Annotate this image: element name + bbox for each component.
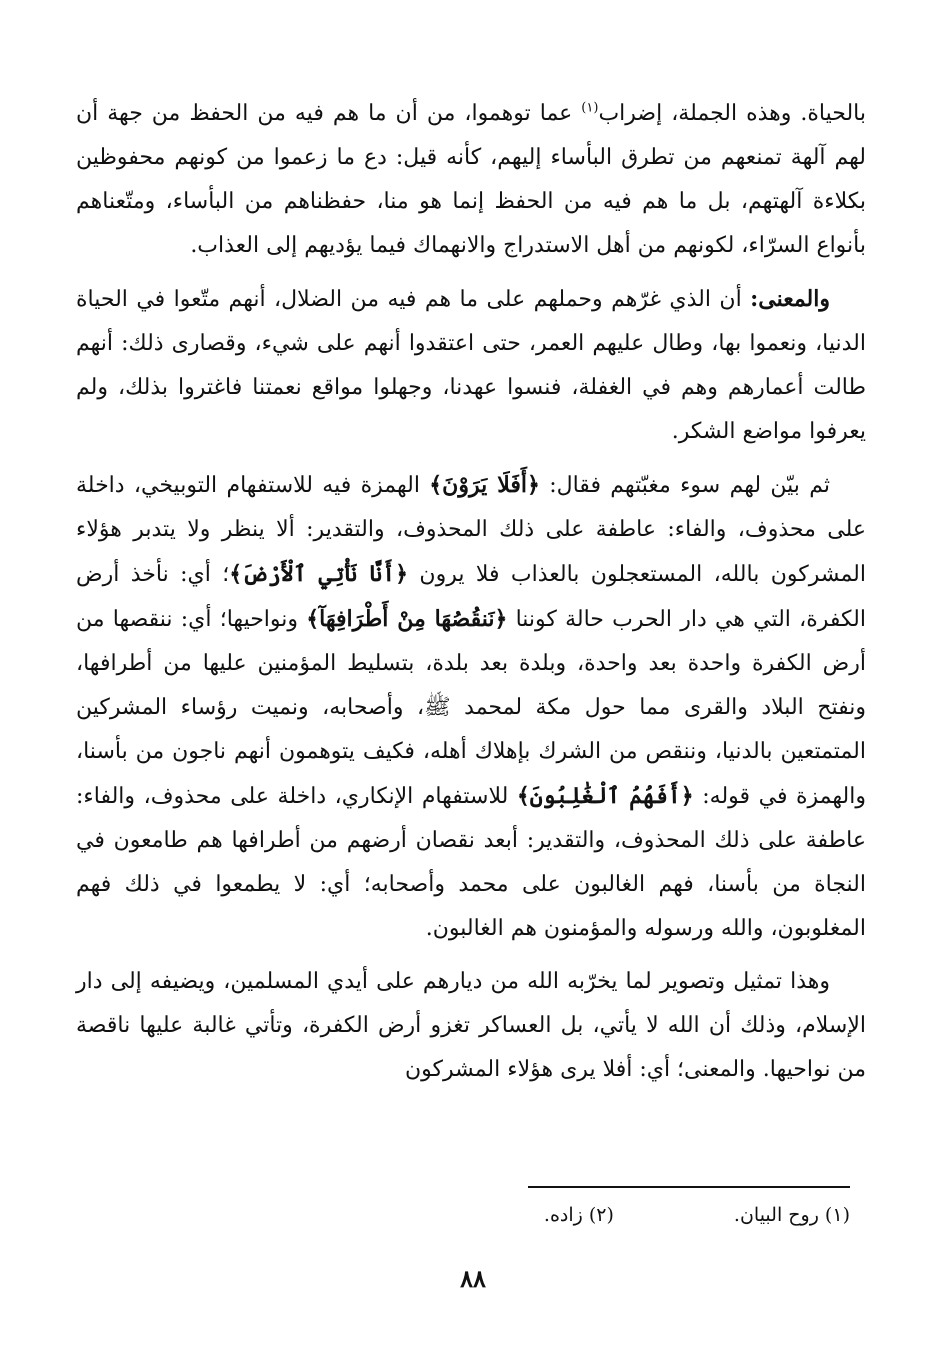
paragraph-2: [76, 277, 866, 454]
quran-quote-2: ﴿أَنَّا نَأْتِي ٱلْأَرْضَ﴾: [229, 561, 409, 587]
body-text: [76, 92, 866, 1101]
page-number: ٨٨: [460, 1264, 486, 1293]
quran-quote-4: ﴿أَفَهُمُ ٱلْغَٰلِبُونَ﴾: [516, 783, 694, 809]
paragraph-1-text-b: عما توهموا، من أن ما هم فيه من الحفظ من جهة أن لهم آلهة تمنعهم من تطرق البأساء إليهم، كأنه قيل: دع ما زعموا من كونهم محفوظين بكلاءة آلهتهم، بل ما هم فيه من الحفظ إنما هو منا، حفظناهم من البأساء، ومتّعناهم بأنواع السرّاء، لكونهم من أهل الاستدراج والانهماك فيما يؤديهم إلى العذاب.: [76, 101, 866, 258]
paragraph-3-text-3: ؛ أي: نأخذ أرض الكفرة، التي هي دار الحرب حالة كوننا: [76, 562, 866, 632]
footnote-reference: (١): [581, 100, 599, 116]
quran-quote-3: ﴿نَنقُصُهَا مِنْ أَطْرَافِهَآ﴾: [306, 606, 508, 632]
paragraph-4-text: وهذا تمثيل وتصوير لما يخرّبه الله من ديارهم على أيدي المسلمين، ويضيفه إلى دار الإسلام، وذلك أن الله لا يأتي، بل العساكر تغزو أرض الكفرة، وتأتي غالبة عليها ناقصة من نواحيها. والمعنى؛ أي: أفلا يرى هؤلاء المشركون: [76, 969, 866, 1082]
paragraph-1: [76, 92, 866, 268]
footnote-divider: [528, 1186, 850, 1188]
paragraph-2-text: أن الذي غرّهم وحملهم على ما هم فيه من الضلال، أنهم متّعوا في الحياة الدنيا، ونعموا بها، وطال عليهم العمر، حتى اعتقدوا أنهم على شيء، وقصارى ذلك: أنهم طالت أعمارهم وهم في الغفلة، فنسوا عهدنا، وجهلوا مواقع نعمتنا فاغتروا بذلك، ولم يعرفوا مواضع الشكر.: [76, 287, 866, 444]
footnote-1: (١) روح البيان.: [733, 1204, 850, 1226]
paragraph-1-text-a: بالحياة. وهذه الجملة، إضراب: [598, 101, 866, 126]
paragraph-4: [76, 960, 866, 1092]
paragraph-3-text-2: الهمزة فيه للاستفهام التوبيخي، داخلة على محذوف، والفاء: عاطفة على ذلك المحذوف، والتقدير: ألا ينظر ولا يتدبر هؤلاء المشركون بالله، المستعجلون بالعذاب فلا يرون: [76, 473, 866, 587]
paragraph-3: [76, 463, 866, 951]
paragraph-3-text-4: ونواحيها؛ أي: ننقصها من أرض الكفرة واحدة بعد واحدة، وبلدة بعد بلدة، بتسليط المؤمنين عليها من أطرافها، ونفتح البلاد والقرى مما حول مكة لمحمد ﷺ، وأصحابه، ونميت رؤساء المشركين المتمتعين بالدنيا، وننقص من الشرك بإهلاك أهله، فكيف يتوهمون أنهم ناجون من بأسنا، والهمزة في قوله:: [76, 607, 866, 809]
paragraph-3-text-5: للاستفهام الإنكاري، داخلة على محذوف، والفاء: عاطفة على ذلك المحذوف، والتقدير: أبعد نقصان أرضهم من أطرافها هم طامعون في النجاة من بأسنا، فهم الغالبون على محمد وأصحابه؛ أي: لا يطمعوا في ذلك فهم المغلوبون، والله ورسوله والمؤمنون هم الغالبون.: [76, 784, 866, 941]
paragraph-2-lead: والمعنى:: [750, 286, 830, 312]
footnote-2: (٢) زاده.: [543, 1204, 614, 1226]
footnotes: [290, 1200, 850, 1230]
quran-quote-1: ﴿أَفَلَا يَرَوْنَ﴾: [429, 472, 540, 498]
paragraph-3-text-1: ثم بيّن لهم سوء مغبّتهم فقال:: [539, 473, 830, 498]
